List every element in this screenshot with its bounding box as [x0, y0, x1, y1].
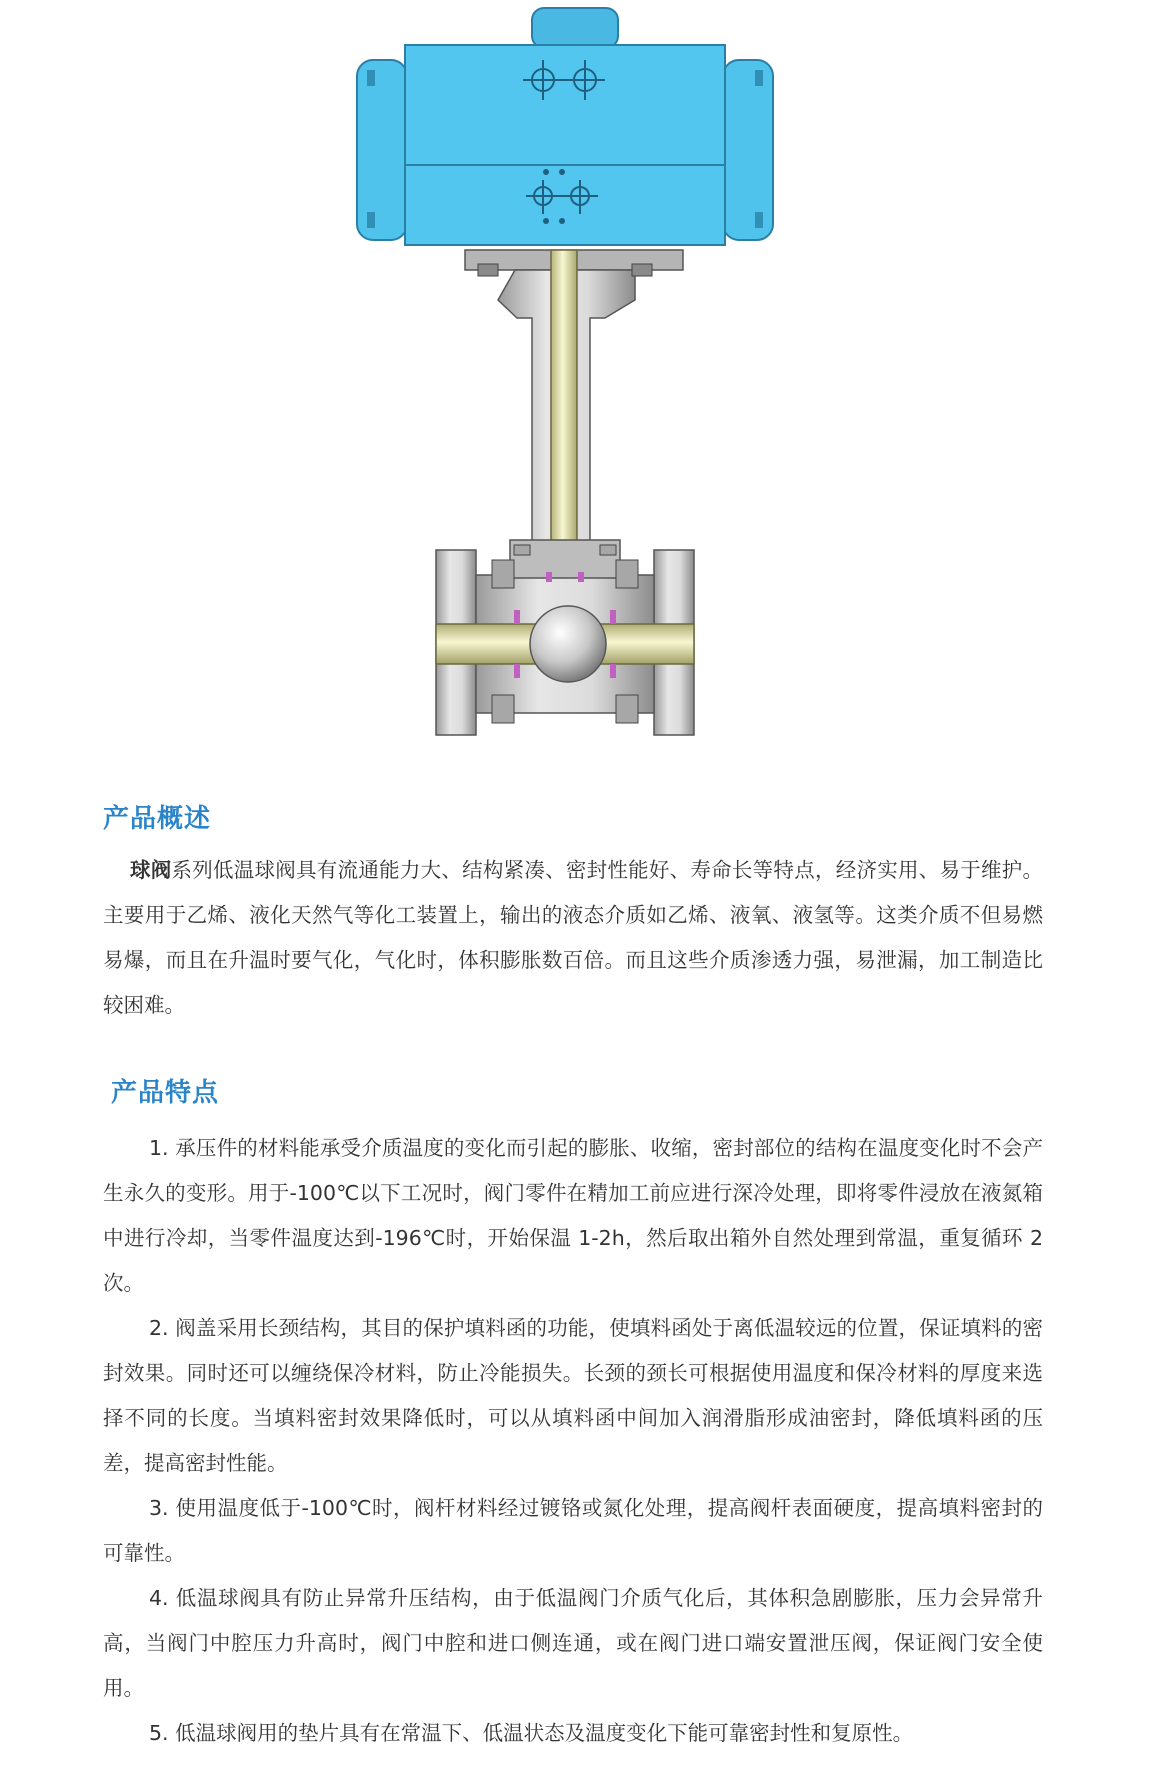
- valve-ball: [530, 606, 606, 682]
- overview-body: 系列低温球阀具有流通能力大、结构紧凑、密封性能好、寿命长等特点，经济实用、易于维护。主要用于乙烯、液化天然气等化工装置上，输出的液态介质如乙烯、液氧、液氢等。这类介质不但易燃易爆，而且在升温时要气化，气化时，体积膨胀数百倍。而且这些介质渗透力强，易泄漏，加工制造比较困难。: [103, 858, 1044, 1017]
- feature-item: 1. 承压件的材料能承受介质温度的变化而引起的膨胀、收缩，密封部位的结构在温度变化时不会产生永久的变形。用于-100℃以下工况时，阀门零件在精加工前应进行深冷处理，即将零件浸放在液氮箱中进行冷却，当零件温度达到-196℃时，开始保温 1-2h，然后取出箱外自然处理到常温，重复循环 2 次。: [103, 1136, 1043, 1295]
- features-title: 产品特点: [111, 1078, 220, 1108]
- overview-lead: 球阀: [130, 858, 172, 882]
- actuator-top-knob: [532, 8, 618, 48]
- valve-illustration: [0, 0, 1150, 760]
- pneumatic-actuator: [357, 8, 773, 245]
- feature-item: 5. 低温球阀用的垫片具有在常温下、低温状态及温度变化下能可靠密封性和复原性。: [149, 1721, 914, 1745]
- feature-item: 3. 使用温度低于-100℃时，阀杆材料经过镀铬或氮化处理，提高阀杆表面硬度，提高填料密封的可靠性。: [103, 1496, 1043, 1565]
- actuator-end-cap-left: [357, 60, 407, 240]
- overview-title: 产品概述: [103, 804, 212, 834]
- features-list: [103, 1126, 1043, 1756]
- actuator-body: [405, 45, 725, 245]
- feature-item: 2. 阀盖采用长颈结构，其目的保护填料函的功能，使填料函处于离低温较远的位置，保证填料的密封效果。同时还可以缠绕保冷材料，防止冷能损失。长颈的颈长可根据使用温度和保冷材料的厚度来选择不同的长度。当填料密封效果降低时，可以从填料函中间加入润滑脂形成油密封，降低填料函的压差，提高密封性能。: [103, 1316, 1043, 1475]
- actuator-end-cap-right: [723, 60, 773, 240]
- feature-item: 4. 低温球阀具有防止异常升压结构，由于低温阀门介质气化后，其体积急剧膨胀，压力会异常升高，当阀门中腔压力升高时，阀门中腔和进口侧连通，或在阀门进口端安置泄压阀，保证阀门安全使用。: [103, 1586, 1043, 1700]
- valve-body: [436, 540, 694, 735]
- overview-paragraph: [103, 848, 1043, 1028]
